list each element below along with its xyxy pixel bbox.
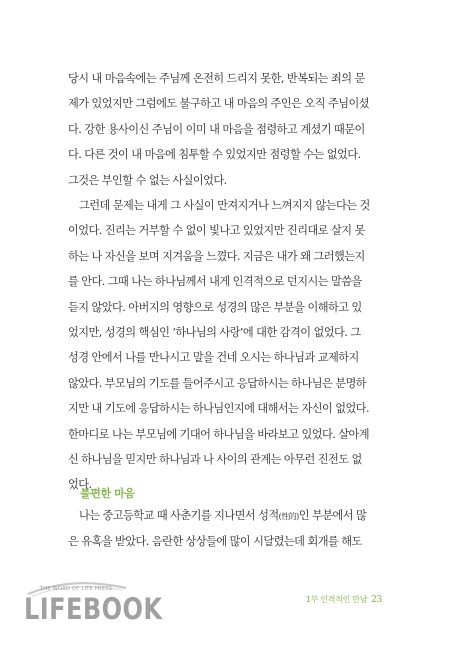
text-line: 않았다. 부모님의 기도를 들어주시고 응답하시는 하나님은 분명하 (68, 376, 366, 390)
text-line: 다. 강한 용사이신 주님이 이미 내 마음을 점령하고 계셨기 때문이 (68, 122, 365, 136)
text-line: 었지만, 성경의 핵심인 ‘하나님의 사랑’에 대한 감격이 없었다. 그 (68, 326, 361, 340)
logo-subtitle: THE WORD OF LIFE PRESS (40, 586, 113, 592)
text-line: 었다. (68, 478, 92, 492)
hanja-annotation: (性的) (278, 512, 299, 521)
text-fragment: 인 부분에서 많 (298, 509, 367, 522)
text-line: 다. 다른 것이 내 마음에 침투할 수 있었지만 점령할 수는 없었다. (68, 148, 361, 162)
text-line: 듣지 않았다. 아버지의 영향으로 성경의 많은 부분을 이해하고 있 (68, 300, 362, 314)
text-line: 그것은 부인할 수 없는 사실이었다. (68, 173, 227, 187)
paragraph-3 (68, 503, 386, 555)
page-footer (306, 594, 382, 605)
text-line: 그런데 문제는 내게 그 사실이 만져지거나 느껴지지 않는다는 것 (79, 199, 370, 212)
logo-title: LIFEBOOK (24, 592, 163, 626)
page-number: 23 (371, 595, 382, 605)
text-fragment: 나는 중고등학교 때 사춘기를 지나면서 성적 (79, 509, 279, 522)
text-line: 제가 있었지만 그럼에도 불구하고 내 마음의 주인은 오직 주님이셨 (68, 97, 369, 111)
section-heading: 불편한 마음 (80, 487, 135, 500)
text-line (68, 503, 386, 529)
paragraph-2 (68, 193, 386, 498)
text-line: 신 하나님을 믿지만 하나님과 나 사이의 관계는 아무런 진전도 없 (68, 453, 362, 467)
text-line: 은 유혹을 받았다. 음란한 상상들에 많이 시달렸는데 회개를 해도 (68, 535, 362, 549)
text-line: 를 안다. 그때 나는 하나님께서 내게 인격적으로 던지시는 말씀을 (68, 275, 362, 289)
chapter-label: 1부 인격적인 만남 (305, 595, 368, 604)
text-line: 당시 내 마음속에는 주님께 온전히 드리지 못한, 반복되는 죄의 문 (68, 72, 365, 85)
text-line: 하는 나 자신을 보며 지겨움을 느꼈다. 지금은 내가 왜 그러했는지 (68, 249, 365, 263)
text-line: 지만 내 기도에 응답하시는 하나님인지에 대해서는 자신이 없었다. (68, 402, 369, 416)
publisher-logo (22, 578, 163, 638)
text-line: 한마디로 나는 부모님에 기대어 하나님을 바라보고 있었다. 살아계 (68, 427, 369, 441)
text-line: 성경 안에서 나를 만나시고 말을 건네 오시는 하나님과 교제하지 (68, 351, 359, 365)
paragraph-1 (68, 66, 386, 193)
text-line: 이었다. 진리는 거부할 수 없이 빛나고 있었지만 진리대로 살지 못 (68, 224, 365, 238)
